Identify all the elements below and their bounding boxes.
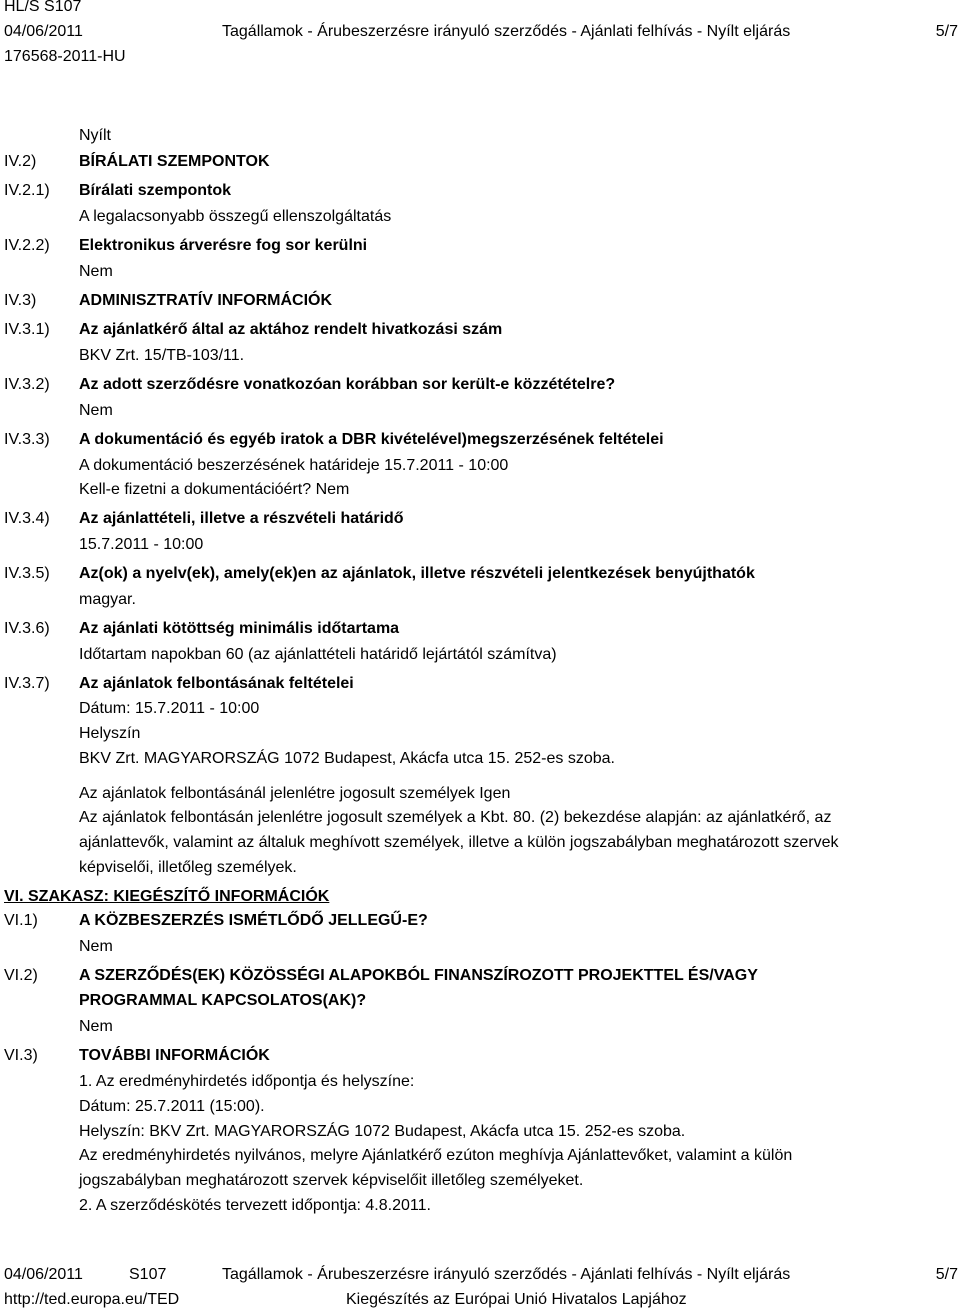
header-page-number: 5/7 <box>935 23 958 40</box>
section-text: ajánlattevők, valamint az általuk meghívott személyek, illetve a külön jogszabályban meghatározott szervek <box>79 834 839 851</box>
section-heading: Az ajánlati kötöttség minimális időtartama <box>79 620 400 637</box>
section-number: VI.2) <box>4 967 38 984</box>
section-text: Az ajánlatok felbontásánál jelenlétre jogosult személyek Igen <box>79 785 511 802</box>
header-series: HL/S S107 <box>4 0 82 15</box>
header-date: 04/06/2011 <box>4 23 83 40</box>
section-text: Helyszín <box>79 725 141 742</box>
part-heading: VI. SZAKASZ: KIEGÉSZÍTŐ INFORMÁCIÓK <box>4 888 330 905</box>
section-heading: A KÖZBESZERZÉS ISMÉTLŐDŐ JELLEGŰ-E? <box>79 912 428 929</box>
section-heading: Az ajánlatkérő által az aktához rendelt hivatkozási szám <box>79 321 503 338</box>
section-text: Dátum: 15.7.2011 - 10:00 <box>79 700 260 717</box>
footer-row-2 <box>4 1290 958 1310</box>
section-text: Nem <box>79 1018 113 1035</box>
header-title: Tagállamok - Árubeszerzésre irányuló szerződés - Ajánlati felhívás - Nyílt eljárás <box>222 23 791 40</box>
section-number: IV.3) <box>4 292 37 309</box>
footer-publisher: Kiegészítés az Európai Unió Hivatalos Lapjához <box>346 1291 687 1308</box>
section-number: IV.3.6) <box>4 620 50 637</box>
section-text: Kell-e fizetni a dokumentációért? Nem <box>79 481 350 498</box>
section-text: BKV Zrt. MAGYARORSZÁG 1072 Budapest, Akácfa utca 15. 252-es szoba. <box>79 750 615 767</box>
section-heading: A SZERZŐDÉS(EK) KÖZÖSSÉGI ALAPOKBÓL FINANSZÍROZOTT PROJEKTTEL ÉS/VAGY <box>79 967 758 984</box>
footer-page-number: 5/7 <box>935 1266 958 1283</box>
section-number: IV.2.1) <box>4 182 50 199</box>
section-number: IV.3.3) <box>4 431 50 448</box>
section-text: Nem <box>79 938 113 955</box>
section-text: 2. A szerződéskötés tervezett időpontja: 4.8.2011. <box>79 1197 431 1214</box>
section-number: IV.2) <box>4 153 37 170</box>
header-doc-id: 176568-2011-HU <box>4 48 126 65</box>
footer-title: Tagállamok - Árubeszerzésre irányuló szerződés - Ajánlati felhívás - Nyílt eljárás <box>222 1266 791 1283</box>
section-heading: Az(ok) a nyelv(ek), amely(ek)en az ajánlatok, illetve részvételi jelentkezések benyújthatók <box>79 565 755 582</box>
section-number: IV.3.5) <box>4 565 50 582</box>
section-number: VI.3) <box>4 1047 38 1064</box>
footer-series: S107 <box>129 1266 167 1283</box>
section-heading: ADMINISZTRATÍV INFORMÁCIÓK <box>79 292 333 309</box>
section-number: IV.3.2) <box>4 376 50 393</box>
section-text: magyar. <box>79 591 136 608</box>
footer-url-link[interactable]: http://ted.europa.eu/TED <box>4 1291 180 1308</box>
section-text: A dokumentáció beszerzésének határideje 15.7.2011 - 10:00 <box>79 457 509 474</box>
section-heading: TOVÁBBI INFORMÁCIÓK <box>79 1047 270 1064</box>
section-number: IV.3.1) <box>4 321 50 338</box>
header-row <box>4 22 958 42</box>
section-text: Az ajánlatok felbontásán jelenlétre jogosult személyek a Kbt. 80. (2) bekezdése alapján: az ajánlatkérő, az <box>79 809 832 826</box>
section-text: Dátum: 25.7.2011 (15:00). <box>79 1098 265 1115</box>
section-text: képviselői, illetőleg személyek. <box>79 859 297 876</box>
section-text: Időtartam napokban 60 (az ajánlattételi határidő lejártától számítva) <box>79 646 557 663</box>
section-text: Az eredményhirdetés nyilvános, melyre Ajánlatkérő ezúton meghívja Ajánlattevőket, valamint a külön <box>79 1147 793 1164</box>
section-number: IV.3.4) <box>4 510 50 527</box>
section-heading: Az ajánlatok felbontásának feltételei <box>79 675 354 692</box>
footer-date: 04/06/2011 <box>4 1266 83 1283</box>
section-heading: PROGRAMMAL KAPCSOLATOS(AK)? <box>79 992 367 1009</box>
section-number: IV.2.2) <box>4 237 50 254</box>
footer-row <box>4 1265 958 1285</box>
section-number: IV.3.7) <box>4 675 50 692</box>
procedure-type: Nyílt <box>79 127 111 144</box>
section-text: A legalacsonyabb összegű ellenszolgáltatás <box>79 208 392 225</box>
section-text: jogszabályban meghatározott szervek képviselőit illetőleg személyeket. <box>79 1172 584 1189</box>
section-heading: Elektronikus árverésre fog sor kerülni <box>79 237 368 254</box>
section-heading: Az ajánlattételi, illetve a részvételi határidő <box>79 510 404 527</box>
section-heading: Az adott szerződésre vonatkozóan korábban sor került-e közzétételre? <box>79 376 616 393</box>
section-heading: A dokumentáció és egyéb iratok a DBR kivételével)megszerzésének feltételei <box>79 431 664 448</box>
section-heading: Bírálati szempontok <box>79 182 232 199</box>
section-text: BKV Zrt. 15/TB-103/11. <box>79 347 245 364</box>
section-text: 15.7.2011 - 10:00 <box>79 536 204 553</box>
section-text: 1. Az eredményhirdetés időpontja és helyszíne: <box>79 1073 415 1090</box>
section-text: Helyszín: BKV Zrt. MAGYARORSZÁG 1072 Budapest, Akácfa utca 15. 252-es szoba. <box>79 1123 686 1140</box>
section-text: Nem <box>79 263 113 280</box>
section-heading: BÍRÁLATI SZEMPONTOK <box>79 153 270 170</box>
section-text: Nem <box>79 402 113 419</box>
section-number: VI.1) <box>4 912 38 929</box>
